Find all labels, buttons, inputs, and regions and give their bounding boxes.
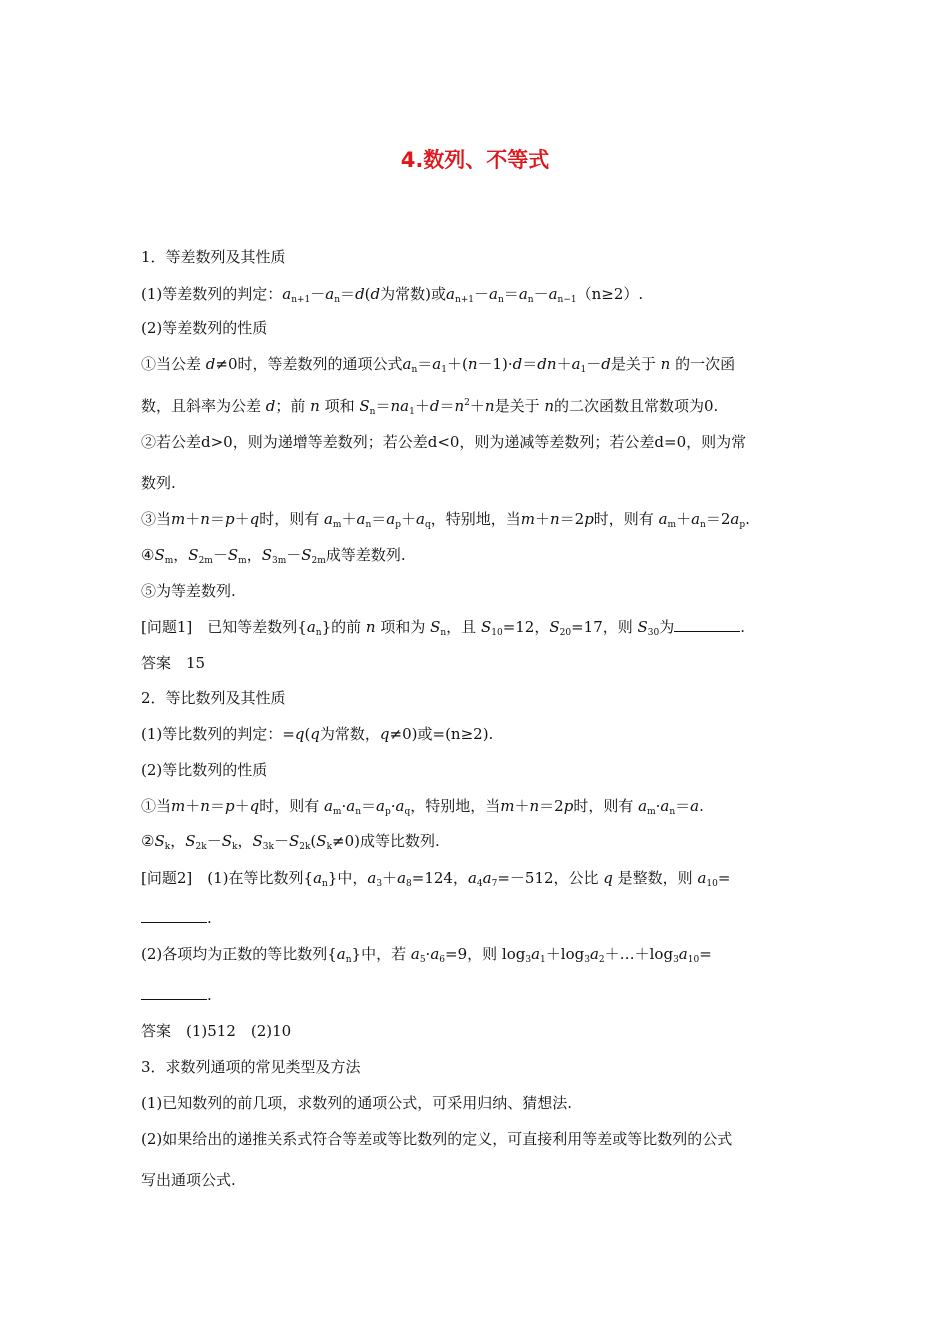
q1-label: [问题1] (141, 618, 193, 636)
s2-c1: ①当m＋n＝p＋q时，则有 $a_m\cdot a_n=a_p\cdot a_q$，特别地，当m＋n＝2p时，则有 $a_m\cdot a_n=a$. (141, 797, 704, 817)
s1-c3-a: ③当 (141, 510, 172, 528)
s1-c1-line2-a: 数，且斜率为公差 (141, 397, 262, 415)
s1-c2: ②若公差d>0，则为递增等差数列；若公差d<0，则为递减等差数列；若公差d=0，则为常 (141, 433, 747, 451)
s1-c1-line2-c: 项和 (324, 397, 355, 415)
answer-1: 答案 15 (141, 654, 206, 672)
q2-blank-1 (141, 908, 212, 928)
s3-p1: (1)已知数列的前几项，求数列的通项公式，可采用归纳、猜想法. (141, 1094, 573, 1112)
s1-p1-tail: （n≥2）. (576, 285, 644, 303)
q1-end: . (740, 618, 746, 636)
s1-p2: (2)等差数列的性质 (141, 319, 268, 337)
s1-c4: $④S_m$，$S_{2m}-S_m$，$S_{3m}-S_{2m}$成等差数列. (141, 546, 406, 566)
q2-d: =－512，公比 (497, 869, 599, 887)
s1-c1-line2-d: 是关于 (494, 397, 540, 415)
q1-e: =12， (502, 618, 550, 636)
q1-a: 已知等差数列{ (207, 618, 307, 636)
q2-end-2: . (207, 986, 212, 1004)
s2-c1-b: 时，则有 (259, 797, 320, 815)
q2-i: =9，则 (445, 945, 498, 963)
s1-c3-c: ，特别地，当 (430, 510, 521, 528)
s1-c1-line2-b: ；前 (275, 397, 306, 415)
section-1-heading: 1．等差数列及其性质 (141, 248, 286, 266)
s1-p1-cond: 为常数)或 (380, 285, 446, 303)
answer-2: 答案 (1)512 (2)10 (141, 1022, 292, 1040)
s1-c3: ③当m＋n＝p＋q时，则有 $a_m+a_n=a_p+a_q$，特别地，当m＋n＝2p时，则有 $a_m+a_n=2a_p$. (141, 510, 750, 530)
s1-c1-c: 是关于 (610, 355, 656, 373)
q2-h: }中，若 (351, 945, 407, 963)
s2-p2: (2)等比数列的性质 (141, 761, 268, 779)
q1-d: ，且 (446, 618, 477, 636)
s2-p1: (1)等比数列的判定：=q(q为常数，q≠0)或=(n≥2). (141, 725, 494, 743)
q1-g: 为 (659, 618, 675, 636)
s1-c1: ①当公差 d≠0时，等差数列的通项公式$a_n=a_1+(n-1)\cdot d=dn+a_1-d$是关于 n 的一次函 (141, 355, 736, 375)
q2-f: = (717, 869, 731, 887)
s3-p2: (2)如果给出的递推关系式符合等差或等比数列的定义，可直接利用等差或等比数列的公式 (141, 1130, 733, 1148)
s2-c1-d: 时，则有 (573, 797, 634, 815)
q2-g: (2)各项均为正数的等比数列{ (141, 945, 337, 963)
s1-c1-d: 的一次函 (675, 355, 736, 373)
question-2-part-2: (2)各项均为正数的等比数列$\{a_n\}$中，若 $a_5\cdot a_6=9$，则 $\log_3a_1+\log_3a_2+\dots+\log_3a_{10}=$ (141, 945, 712, 965)
q2-e: 是整数，则 (617, 869, 693, 887)
s1-p1-label: (1)等差数列的判定： (141, 285, 283, 303)
q2-a: (1)在等比数列{ (207, 869, 314, 887)
page-title: 4.数列、不等式 (400, 148, 550, 172)
s1-c3-b: 时，则有 (259, 510, 320, 528)
s1-c1-b: ≠0时，等差数列的通项公式 (215, 355, 403, 373)
q2-j: = (699, 945, 712, 963)
s2-p1-b: 为常数， (319, 725, 380, 743)
s2-c1-a: ①当 (141, 797, 172, 815)
s2-c1-c: ，特别地，当 (410, 797, 501, 815)
answer-blank (141, 910, 207, 923)
s2-p1-a: (1)等比数列的判定：= (141, 725, 295, 743)
q2-c: =124， (411, 869, 468, 887)
s2-c2-tail: ≠0)成等比数列. (332, 832, 440, 850)
q2-end-1: . (207, 909, 212, 927)
section-3-heading: 3．求数列通项的常见类型及方法 (141, 1058, 361, 1076)
s3-p2-line2: 写出通项公式. (141, 1171, 236, 1189)
q1-c: 项和为 (380, 618, 426, 636)
q2-label: [问题2] (141, 869, 193, 887)
question-1: [问题1] 已知等差数列$\{a_n\}$的前 n 项和为 $S_n$，且 $S_{10}=12$，$S_{20}=17$，则 $S_{30}$为 . (141, 618, 746, 638)
s1-c1-line2: 数，且斜率为公差 d；前 n 项和 $S_n=na_1+d=n^2+n$是关于 n的二次函数且常数项为0. (141, 397, 719, 417)
s2-c2: $②S_k$，$S_{2k}-S_k$，$S_{3k}-S_{2k}(S_k\ne 0)$成等比数列. (141, 832, 440, 852)
q2-blank-2 (141, 985, 212, 1005)
question-2-part-1: [问题2] (1)在等比数列$\{a_n\}$中，$a_3+a_8=124$，$a_4a_7=-512$，公比 q 是整数，则 $a_{10}=$ (141, 869, 731, 889)
s1-c3-d: 时，则有 (593, 510, 654, 528)
q1-b: }的前 (321, 618, 362, 636)
q2-b: }中， (327, 869, 368, 887)
s1-c4-tail: 成等差数列. (325, 546, 406, 564)
answer-blank (141, 987, 207, 1000)
q1-f: =17，则 (571, 618, 633, 636)
s1-c5: ⑤为等差数列. (141, 582, 236, 600)
s1-c1-a: ①当公差 (141, 355, 202, 373)
s1-c1-line2-e: 的二次函数且常数项为0. (554, 397, 719, 415)
s1-c2-line2: 数列. (141, 474, 176, 492)
section-2-heading: 2．等比数列及其性质 (141, 689, 286, 707)
s2-p1-c: ≠0)或=(n≥2). (389, 725, 494, 743)
s1-p1: (1)等差数列的判定：$a_{n+1}-a_n=d(d$为常数)或$a_{n+1}-a_n=a_n-a_{n-1}(n\ge 2)$. (141, 285, 644, 305)
answer-blank (674, 619, 740, 632)
